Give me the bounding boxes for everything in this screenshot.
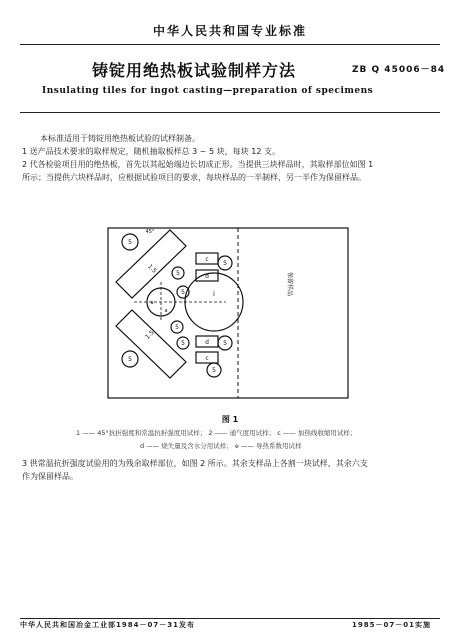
figure-legend-line-1: 1 —— 45°抗折强度和常温抗折强度用试样； 2 —— 通气度用试样； c —— 加热线收缩用试样； <box>76 429 357 437</box>
footer-effective: 1985－07－01实施 <box>352 621 431 629</box>
circle-label-5: 5 <box>175 324 179 331</box>
standard-header: 中华人民共和国专业标准 <box>152 24 307 38</box>
rect-label-c-bottom: c <box>205 355 209 362</box>
clause-2-line-2: 所示；当提供六块样品时，应根据试验项目的要求，每块样品的一半制样，另一半作为保留样品。 <box>22 173 366 182</box>
circle-label-7: 5 <box>223 340 227 347</box>
circle-label-9: 5 <box>212 367 216 374</box>
large-circle-label: i <box>213 290 215 298</box>
upper-strip-label: 1.5 <box>146 263 158 275</box>
footer-rule <box>20 618 440 619</box>
figure-caption: 图 1 <box>221 415 239 424</box>
figure-legend-line-2: d —— 烧失量及含水分用试样； e —— 导热系数用试样 <box>140 442 302 450</box>
footer-issued: 中华人民共和国冶金工业部1984－07－31发布 <box>20 621 195 629</box>
clause-2-line-1: 2 代各检验项目用的绝热板，首先以其起始端边长切成正形。当提供三块样品时，其取样部位如图 1 <box>22 160 374 169</box>
lower-strip-specimen <box>116 310 186 378</box>
intro-paragraph: 本标准适用于铸锭用绝热板试验的试样制备。 <box>40 134 200 143</box>
circle-label-8: 5 <box>128 356 132 363</box>
rect-label-d-top: d <box>205 273 209 280</box>
angle-label: 45° <box>145 229 155 235</box>
clause-3-line-1: 3 供常温抗折强度试验用的为残余取样部位，如图 2 所示。其余支样品上各割一块试样，其余六支 <box>22 459 368 468</box>
reserved-sample-label: 保留样品 <box>286 271 293 297</box>
rect-label-d-bottom: d <box>205 339 209 346</box>
circle-label-6: 5 <box>181 340 185 347</box>
slab-outline <box>108 228 348 398</box>
lower-strip-label: 1.5 <box>144 329 156 341</box>
circle-label-2: 5 <box>176 270 180 277</box>
clause-1: 1 送产品技术要求的取样规定，随机抽取板样总 3 ~ 5 块，每块 12 支。 <box>22 147 280 156</box>
standard-code: ZB Q 45006－84 <box>352 65 446 75</box>
clause-3-line-2: 作为保留样品。 <box>22 472 78 481</box>
circle-label-3: 5 <box>223 260 227 267</box>
small-mark-left: a <box>150 300 154 306</box>
circle-label-4: 5 <box>181 289 185 296</box>
small-mark-right: a <box>164 308 168 314</box>
rect-label-c-top: c <box>205 256 209 263</box>
document-title: 铸锭用绝热板试验制样方法 <box>92 61 297 80</box>
english-title: Insulating tiles for ingot casting—preparation of specimens <box>42 86 374 96</box>
circle-label-1: 5 <box>128 239 132 246</box>
